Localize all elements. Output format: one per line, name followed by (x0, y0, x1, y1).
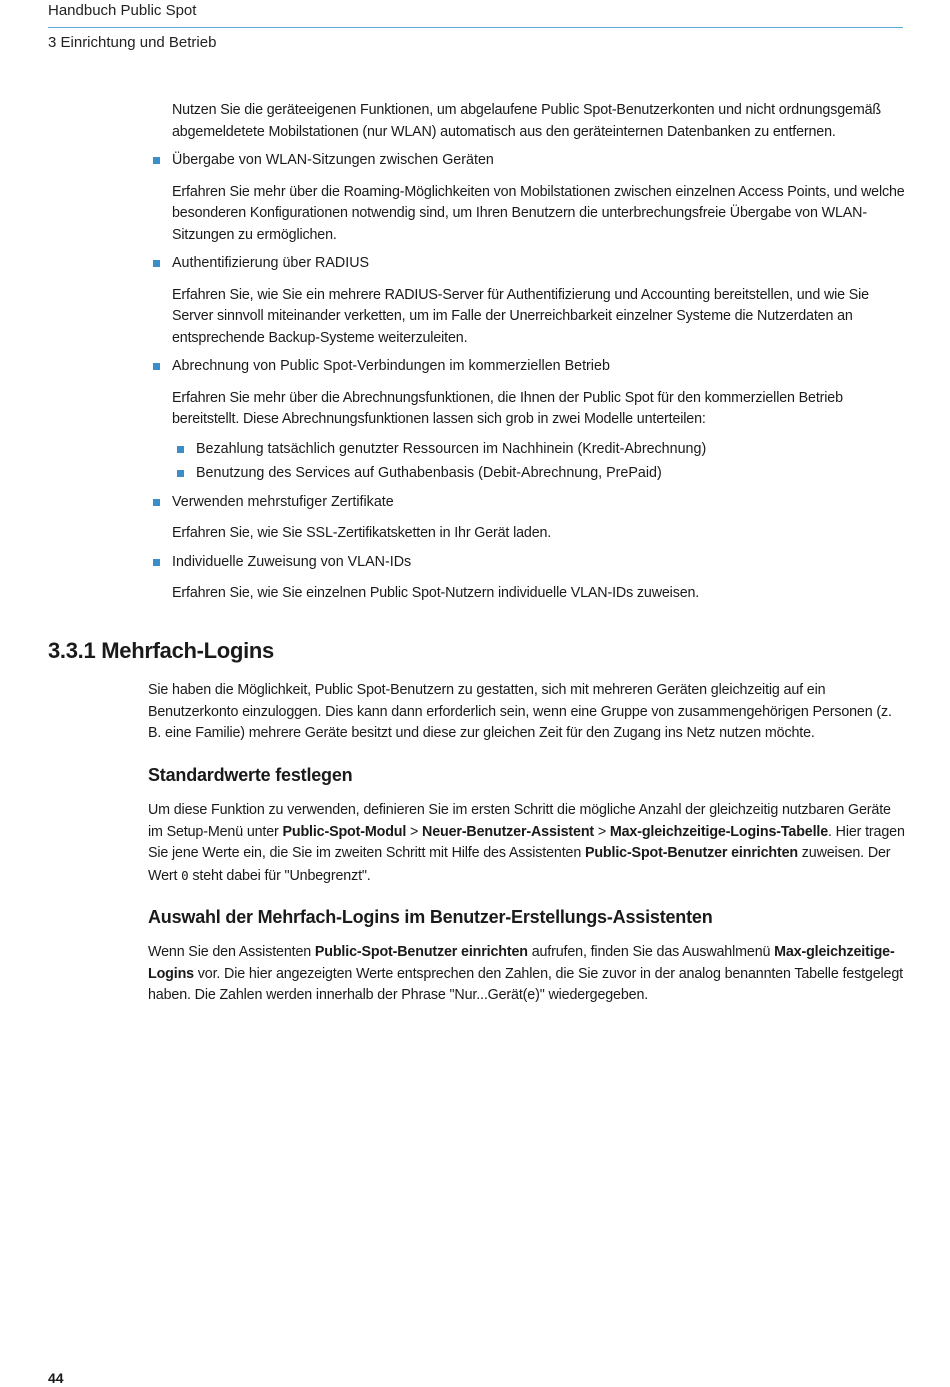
bullet-square-icon (177, 470, 184, 477)
bullet-square-icon (177, 446, 184, 453)
list-item-title: Übergabe von WLAN-Sitzungen zwischen Geräten (172, 152, 494, 168)
menu-path-module: Public-Spot-Modul (282, 823, 407, 840)
list-item-text: Erfahren Sie, wie Sie ein mehrere RADIUS-Server für Authentifizierung und Accounting bereitstellen, und wie Sie Server sinnvoll miteinander verketten, um im Falle der Unerreichbarkeit einzelner Systeme die Nutzerdaten an entsprechende Backup-Systeme weiterzuleiten. (172, 286, 869, 346)
sub-list-item (196, 439, 907, 461)
list-item-title: Individuelle Zuweisung von VLAN-IDs (172, 553, 412, 570)
list-item (172, 492, 907, 545)
list-item-title: Abrechnung von Public Spot-Verbindungen im kommerziellen Betrieb (172, 358, 610, 374)
code-value: 0 (181, 867, 189, 883)
subheading-selection: Auswahl der Mehrfach-Logins im Benutzer-Erstellungs-Assistenten (148, 907, 713, 927)
section-intro: Sie haben die Möglichkeit, Public Spot-Benutzern zu gestatten, sich mit mehreren Geräten gleichzeitig auf ein Benutzerkonto einzuloggen. Dies kann dann erforderlich sein, wenn eine Gruppe von zusammengehörigen Personen (z. B. eine Familie) mehrere Geräte besitzt und diese zur gleichen Zeit für den Zugang ins Netz nutzen möchte. (148, 682, 892, 741)
standard-paragraph: Um diese Funktion zu verwenden, definieren Sie im ersten Schritt die mögliche Anzahl der gleichzeitig nutzbaren Geräte im Setup-Menü unter Public-Spot-Modul > Neuer-Benutzer-Assistent > Max-gleichzeitige-Logins-Tabelle. Hier tragen Sie jene Werte ein, die Sie im zweiten Schritt mit Hilfe des Assistenten Public-Spot-Benutzer einrichten zuweisen. Der Wert 0 steht dabei für "Unbegrenzt". (148, 802, 905, 884)
header-chapter: 3 Einrichtung und Betrieb (48, 34, 217, 51)
subheading-standard: Standardwerte festlegen (148, 765, 353, 785)
list-item (172, 253, 907, 349)
list-item-text: Erfahren Sie, wie Sie einzelnen Public Spot-Nutzern individuelle VLAN-IDs zuweisen. (172, 585, 700, 601)
menu-path-assistant: Neuer-Benutzer-Assistent (422, 823, 595, 840)
bullet-square-icon (153, 260, 160, 267)
assistant-name: Public-Spot-Benutzer einrichten (314, 944, 528, 960)
bullet-square-icon (153, 363, 160, 370)
bullet-square-icon (153, 157, 160, 164)
menu-path-table: Max-gleichzeitige-Logins-Tabelle (609, 823, 829, 840)
bullet-square-icon (153, 499, 160, 506)
intro-paragraph: Nutzen Sie die geräteeigenen Funktionen, um abgelaufene Public Spot-Benutzerkonten und nicht ordnungsgemäß abgemeldetete Mobilstationen (nur WLAN) automatisch aus den geräteinternen Datenbanken zu entfernen. (172, 102, 881, 140)
sub-list (196, 439, 907, 485)
list-item-title: Authentifizierung über RADIUS (172, 255, 370, 271)
list-item-text: Erfahren Sie, wie Sie SSL-Zertifikatsketten in Ihr Gerät laden. (172, 525, 552, 541)
section-heading: 3.3.1 Mehrfach-Logins (48, 638, 274, 663)
feature-list-section (172, 100, 907, 605)
sub-list-item-text: Benutzung des Services auf Guthabenbasis (Debit-Abrechnung, PrePaid) (196, 465, 662, 481)
sub-list-item-text: Bezahlung tatsächlich genutzter Ressourcen im Nachhinein (Kredit-Abrechnung) (196, 440, 707, 457)
list-item (172, 150, 907, 246)
list-item-text: Erfahren Sie mehr über die Abrechnungsfunktionen, die Ihnen der Public Spot für den kommerziellen Betrieb bereitstellt. Diese Abrechnungsfunktionen lassen sich grob in zwei Modelle unterteilen: (172, 389, 843, 427)
list-item-title: Verwenden mehrstufiger Zertifikate (172, 493, 394, 510)
bullet-square-icon (153, 559, 160, 566)
sub-list-item (196, 463, 907, 485)
list-item (172, 552, 907, 605)
selection-paragraph: Wenn Sie den Assistenten Public-Spot-Benutzer einrichten aufrufen, finden Sie das Auswahlmenü Max-gleichzeitige-Logins vor. Die hier angezeigten Werte entsprechen den Zahlen, die Sie zuvor in der analog benannten Tabelle festgelegt haben. Die Zahlen werden innerhalb der Phrase "Nur...Gerät(e)" wiedergegeben. (148, 944, 903, 1003)
header-title: Handbuch Public Spot (48, 2, 197, 19)
assistant-name: Public-Spot-Benutzer einrichten (584, 845, 798, 861)
menu-name: Max-gleichzeitige-Logins (148, 944, 895, 982)
header-rule (48, 27, 903, 28)
page-number: 44 (48, 1370, 64, 1386)
list-item-text: Erfahren Sie mehr über die Roaming-Möglichkeiten von Mobilstationen zwischen einzelnen Access Points, und welche besonderen Konfigurationen notwendig sind, um Ihren Benutzern die unterbrechungsfreie Übergabe von WLAN-Sitzungen zu ermöglichen. (172, 183, 905, 243)
list-item (172, 356, 907, 485)
